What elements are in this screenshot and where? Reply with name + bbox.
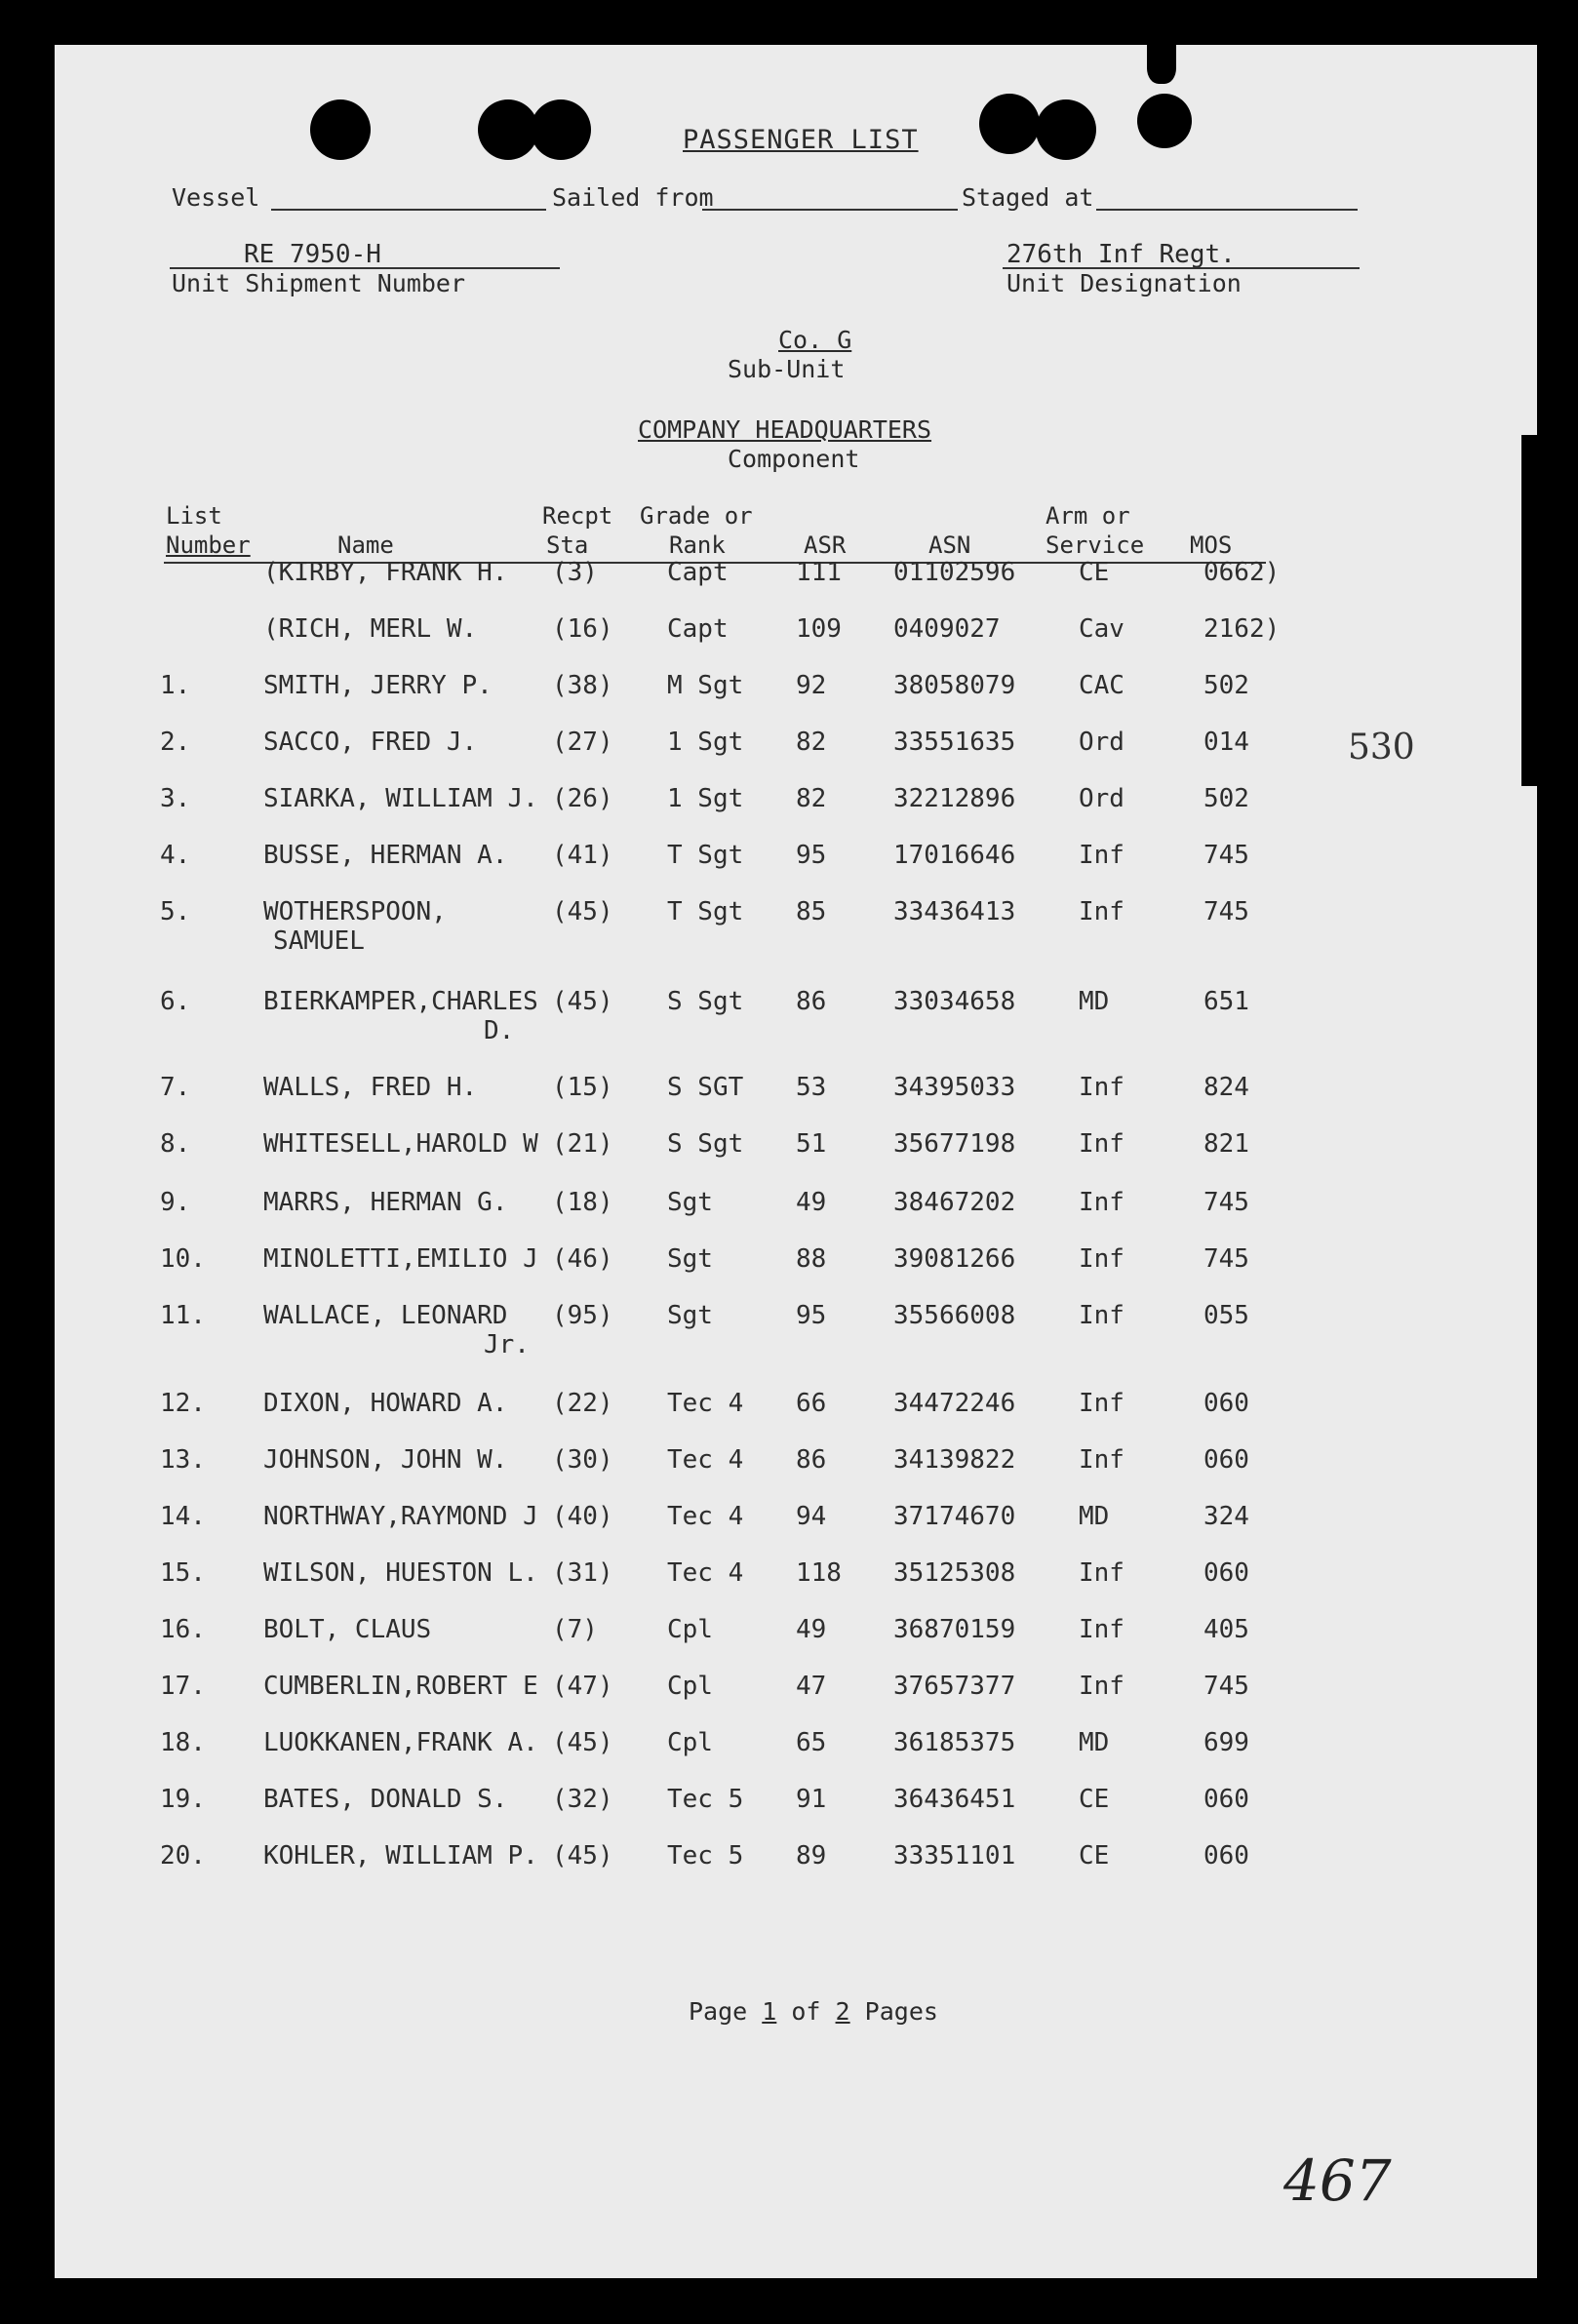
cell-arm: Inf xyxy=(1079,1073,1124,1102)
cell-sta: (45) xyxy=(552,987,613,1016)
cell-name: SACCO, FRED J. xyxy=(263,728,478,757)
document-title: PASSENGER LIST xyxy=(683,125,919,155)
cell-asn: 33436413 xyxy=(893,897,1016,926)
cell-grade: T Sgt xyxy=(667,897,744,926)
cell-asn: 36870159 xyxy=(893,1615,1016,1644)
cell-asn: 36185375 xyxy=(893,1728,1016,1757)
cell-asr: 47 xyxy=(796,1672,827,1701)
col-mos: MOS xyxy=(1190,532,1233,559)
table-row xyxy=(55,1073,1537,1131)
cell-asn: 38467202 xyxy=(893,1188,1016,1217)
cell-name: WALLACE, LEONARD xyxy=(263,1301,508,1330)
table-row xyxy=(55,1672,1537,1730)
document-page xyxy=(55,45,1537,2278)
cell-asn: 34395033 xyxy=(893,1073,1016,1102)
cell-mos: 060 xyxy=(1203,1558,1249,1588)
sailed-from-blank xyxy=(702,209,958,211)
cell-name: BUSSE, HERMAN A. xyxy=(263,841,508,870)
cell-asn: 38058079 xyxy=(893,671,1016,700)
cell-num: 14. xyxy=(160,1502,206,1531)
cell-num: 11. xyxy=(160,1301,206,1330)
cell-name: BIERKAMPER,CHARLES xyxy=(263,987,538,1016)
cell-name: MARRS, HERMAN G. xyxy=(263,1188,508,1217)
cell-arm: Inf xyxy=(1079,1558,1124,1588)
table-row xyxy=(55,1445,1537,1504)
table-row xyxy=(55,1129,1537,1188)
cell-arm: Inf xyxy=(1079,1445,1124,1475)
cell-grade: Cpl xyxy=(667,1615,713,1644)
cell-mos: 745 xyxy=(1203,841,1249,870)
cell-arm: Inf xyxy=(1079,1244,1124,1274)
punch-hole xyxy=(478,99,538,160)
cell-asr: 95 xyxy=(796,841,827,870)
col-list-line2: Number xyxy=(166,532,251,559)
cell-asr: 89 xyxy=(796,1841,827,1871)
cell-mos: 824 xyxy=(1203,1073,1249,1102)
cell-num: 12. xyxy=(160,1389,206,1418)
cell-asr: 91 xyxy=(796,1785,827,1814)
cell-sta: (27) xyxy=(552,728,613,757)
cell-num: 10. xyxy=(160,1244,206,1274)
cell-mos: 060 xyxy=(1203,1445,1249,1475)
cell-name: BOLT, CLAUS xyxy=(263,1615,432,1644)
page-footer xyxy=(689,1997,938,2026)
punch-hole xyxy=(1036,99,1096,160)
cell-num: 20. xyxy=(160,1841,206,1871)
cell-num: 19. xyxy=(160,1785,206,1814)
cell-asn: 17016646 xyxy=(893,841,1016,870)
cell-num: 4. xyxy=(160,841,191,870)
cell-sta: (31) xyxy=(552,1558,613,1588)
cell-asn: 35566008 xyxy=(893,1301,1016,1330)
table-row xyxy=(55,728,1537,786)
cell-asn: 39081266 xyxy=(893,1244,1016,1274)
cell-num: 16. xyxy=(160,1615,206,1644)
cell-asr: 118 xyxy=(796,1558,842,1588)
col-recpt-line2: Sta xyxy=(546,532,589,559)
cell-name: WOTHERSPOON, xyxy=(263,897,447,926)
table-row xyxy=(55,1728,1537,1787)
cell-sta: (45) xyxy=(552,1841,613,1871)
cell-sta: (40) xyxy=(552,1502,613,1531)
torn-corner xyxy=(1147,45,1176,84)
cell-asn: 32212896 xyxy=(893,784,1016,813)
cell-sta: (7) xyxy=(552,1615,598,1644)
cell-mos: 060 xyxy=(1203,1785,1249,1814)
component: COMPANY HEADQUARTERS xyxy=(638,415,932,444)
cell-grade: T Sgt xyxy=(667,841,744,870)
cell-asn: 34139822 xyxy=(893,1445,1016,1475)
cell-mos: 060 xyxy=(1203,1389,1249,1418)
sub-unit-label: Sub-Unit xyxy=(728,355,846,383)
cell-grade: Tec 5 xyxy=(667,1785,744,1814)
col-asr: ASR xyxy=(804,532,847,559)
col-arm-line1: Arm or xyxy=(1045,502,1130,530)
component-label: Component xyxy=(728,445,860,473)
cell-num: 8. xyxy=(160,1129,191,1159)
cell-arm: Inf xyxy=(1079,1389,1124,1418)
cell-grade: Capt xyxy=(667,614,729,644)
cell-grade: Sgt xyxy=(667,1188,713,1217)
cell-asr: 65 xyxy=(796,1728,827,1757)
cell-sta: (30) xyxy=(552,1445,613,1475)
table-row xyxy=(55,1301,1537,1359)
cell-mos: 502 xyxy=(1203,784,1249,813)
cell-name: KOHLER, WILLIAM P. xyxy=(263,1841,538,1871)
cell-grade: Tec 5 xyxy=(667,1841,744,1871)
cell-asn: 01102596 xyxy=(893,558,1016,587)
cell-name-continued: D. xyxy=(484,1016,515,1045)
cell-sta: (41) xyxy=(552,841,613,870)
cell-sta: (16) xyxy=(552,614,613,644)
cell-asr: 82 xyxy=(796,784,827,813)
cell-arm: CE xyxy=(1079,1841,1110,1871)
table-row xyxy=(55,1389,1537,1447)
col-arm-service xyxy=(1045,501,1144,560)
table-row xyxy=(55,897,1537,956)
cell-sta: (15) xyxy=(552,1073,613,1102)
cell-arm: MD xyxy=(1079,987,1110,1016)
punch-hole xyxy=(531,99,591,160)
vessel-label: Vessel xyxy=(172,183,260,212)
cell-arm: CE xyxy=(1079,1785,1110,1814)
cell-grade: Tec 4 xyxy=(667,1502,744,1531)
cell-arm: CAC xyxy=(1079,671,1124,700)
cell-num: 7. xyxy=(160,1073,191,1102)
cell-name: WILSON, HUESTON L. xyxy=(263,1558,538,1588)
vessel-blank xyxy=(271,209,546,211)
col-recpt-sta xyxy=(542,501,612,560)
cell-arm: Inf xyxy=(1079,1129,1124,1159)
cell-sta: (21) xyxy=(552,1129,613,1159)
stamp-number: 530 xyxy=(1348,728,1415,768)
cell-name: NORTHWAY,RAYMOND J xyxy=(263,1502,538,1531)
cell-name: LUOKKANEN,FRANK A. xyxy=(263,1728,538,1757)
cell-sta: (26) xyxy=(552,784,613,813)
cell-asr: 51 xyxy=(796,1129,827,1159)
cell-grade: Sgt xyxy=(667,1244,713,1274)
cell-asr: 88 xyxy=(796,1244,827,1274)
cell-arm: MD xyxy=(1079,1728,1110,1757)
cell-name: SMITH, JERRY P. xyxy=(263,671,493,700)
cell-asr: 111 xyxy=(796,558,842,587)
cell-sta: (45) xyxy=(552,897,613,926)
table-row xyxy=(55,784,1537,843)
cell-sta: (3) xyxy=(552,558,598,587)
unit-designation-label: Unit Designation xyxy=(1006,269,1242,297)
table-row xyxy=(55,614,1537,673)
cell-grade: Tec 4 xyxy=(667,1389,744,1418)
cell-grade: Sgt xyxy=(667,1301,713,1330)
cell-name: BATES, DONALD S. xyxy=(263,1785,508,1814)
cell-sta: (47) xyxy=(552,1672,613,1701)
cell-mos: 055 xyxy=(1203,1301,1249,1330)
table-row xyxy=(55,671,1537,729)
cell-num: 13. xyxy=(160,1445,206,1475)
footer-page: 1 xyxy=(762,1997,777,2026)
sailed-from-label: Sailed from xyxy=(552,183,714,212)
cell-mos: 405 xyxy=(1203,1615,1249,1644)
col-recpt-line1: Recpt xyxy=(542,502,613,530)
cell-name: MINOLETTI,EMILIO J xyxy=(263,1244,538,1274)
staged-at-blank xyxy=(1096,209,1358,211)
cell-num: 15. xyxy=(160,1558,206,1588)
col-name: Name xyxy=(337,532,394,559)
table-row xyxy=(55,1502,1537,1560)
cell-mos: 0662) xyxy=(1203,558,1281,587)
cell-grade: 1 Sgt xyxy=(667,728,744,757)
cell-arm: CE xyxy=(1079,558,1110,587)
table-row xyxy=(55,841,1537,899)
cell-num: 18. xyxy=(160,1728,206,1757)
cell-num: 5. xyxy=(160,897,191,926)
cell-mos: 324 xyxy=(1203,1502,1249,1531)
cell-name: SIARKA, WILLIAM J. xyxy=(263,784,538,813)
punch-hole xyxy=(310,99,371,160)
cell-num: 17. xyxy=(160,1672,206,1701)
cell-name: (RICH, MERL W. xyxy=(263,614,478,644)
cell-sta: (45) xyxy=(552,1728,613,1757)
cell-arm: Inf xyxy=(1079,1672,1124,1701)
table-row xyxy=(55,1558,1537,1617)
cell-asr: 109 xyxy=(796,614,842,644)
table-row xyxy=(55,987,1537,1045)
cell-grade: S SGT xyxy=(667,1073,744,1102)
shipment-number-label: Unit Shipment Number xyxy=(172,269,466,297)
cell-arm: Inf xyxy=(1079,1615,1124,1644)
cell-mos: 699 xyxy=(1203,1728,1249,1757)
table-row xyxy=(55,1785,1537,1843)
cell-grade: Cpl xyxy=(667,1672,713,1701)
cell-sta: (38) xyxy=(552,671,613,700)
footer-prefix: Page xyxy=(689,1997,763,2026)
cell-asr: 86 xyxy=(796,987,827,1016)
table-row xyxy=(55,1841,1537,1900)
cell-arm: Inf xyxy=(1079,1188,1124,1217)
cell-mos: 502 xyxy=(1203,671,1249,700)
cell-num: 3. xyxy=(160,784,191,813)
cell-num: 9. xyxy=(160,1188,191,1217)
cell-arm: MD xyxy=(1079,1502,1110,1531)
cell-mos: 745 xyxy=(1203,1188,1249,1217)
col-grade-rank xyxy=(640,501,753,560)
cell-grade: Cpl xyxy=(667,1728,713,1757)
cell-grade: 1 Sgt xyxy=(667,784,744,813)
cell-name: CUMBERLIN,ROBERT E xyxy=(263,1672,538,1701)
cell-grade: S Sgt xyxy=(667,1129,744,1159)
col-grade-line2: Rank xyxy=(669,532,726,559)
cell-asn: 35125308 xyxy=(893,1558,1016,1588)
cell-grade: Capt xyxy=(667,558,729,587)
handwritten-number: 467 xyxy=(1283,2147,1392,2214)
cell-asr: 85 xyxy=(796,897,827,926)
cell-mos: 060 xyxy=(1203,1841,1249,1871)
table-row xyxy=(55,1615,1537,1674)
cell-mos: 745 xyxy=(1203,1672,1249,1701)
cell-grade: Tec 4 xyxy=(667,1445,744,1475)
cell-asn: 33551635 xyxy=(893,728,1016,757)
cell-sta: (22) xyxy=(552,1389,613,1418)
footer-total: 2 xyxy=(835,1997,850,2026)
cell-name: JOHNSON, JOHN W. xyxy=(263,1445,508,1475)
cell-name: WHITESELL,HAROLD W xyxy=(263,1129,538,1159)
punch-hole xyxy=(1137,94,1192,148)
cell-asr: 95 xyxy=(796,1301,827,1330)
cell-asr: 94 xyxy=(796,1502,827,1531)
cell-sta: (18) xyxy=(552,1188,613,1217)
cell-asn: 34472246 xyxy=(893,1389,1016,1418)
cell-asn: 36436451 xyxy=(893,1785,1016,1814)
cell-asn: 37174670 xyxy=(893,1502,1016,1531)
footer-suffix: Pages xyxy=(849,1997,938,2026)
cell-mos: 014 xyxy=(1203,728,1249,757)
staged-at-label: Staged at xyxy=(962,183,1094,212)
cell-grade: M Sgt xyxy=(667,671,744,700)
cell-name: DIXON, HOWARD A. xyxy=(263,1389,508,1418)
cell-asr: 86 xyxy=(796,1445,827,1475)
col-list-number xyxy=(166,501,251,560)
cell-sta: (32) xyxy=(552,1785,613,1814)
cell-mos: 745 xyxy=(1203,1244,1249,1274)
cell-num: 2. xyxy=(160,728,191,757)
cell-name: WALLS, FRED H. xyxy=(263,1073,478,1102)
cell-asr: 92 xyxy=(796,671,827,700)
cell-grade: Tec 4 xyxy=(667,1558,744,1588)
cell-asr: 49 xyxy=(796,1615,827,1644)
cell-asn: 33351101 xyxy=(893,1841,1016,1871)
cell-asr: 53 xyxy=(796,1073,827,1102)
cell-asr: 82 xyxy=(796,728,827,757)
cell-arm: Ord xyxy=(1079,784,1124,813)
sub-unit: Co. G xyxy=(778,326,852,354)
cell-arm: Cav xyxy=(1079,614,1124,644)
col-grade-line1: Grade or xyxy=(640,502,753,530)
punch-hole xyxy=(979,94,1040,154)
cell-mos: 2162) xyxy=(1203,614,1281,644)
unit-designation: 276th Inf Regt. xyxy=(1006,240,1236,269)
cell-arm: Ord xyxy=(1079,728,1124,757)
cell-name: (KIRBY, FRANK H. xyxy=(263,558,508,587)
cell-asn: 35677198 xyxy=(893,1129,1016,1159)
col-list-line1: List xyxy=(166,502,222,530)
cell-asn: 37657377 xyxy=(893,1672,1016,1701)
cell-arm: Inf xyxy=(1079,1301,1124,1330)
col-asn: ASN xyxy=(928,532,971,559)
cell-name-continued: SAMUEL xyxy=(273,926,365,956)
table-row xyxy=(55,1188,1537,1246)
cell-name-continued: Jr. xyxy=(484,1330,530,1359)
cell-mos: 745 xyxy=(1203,897,1249,926)
cell-asr: 49 xyxy=(796,1188,827,1217)
footer-middle: of xyxy=(776,1997,836,2026)
cell-sta: (46) xyxy=(552,1244,613,1274)
col-arm-line2: Service xyxy=(1045,532,1145,559)
cell-arm: Inf xyxy=(1079,841,1124,870)
cell-asr: 66 xyxy=(796,1389,827,1418)
shipment-number: RE 7950-H xyxy=(244,240,381,269)
cell-arm: Inf xyxy=(1079,897,1124,926)
cell-mos: 651 xyxy=(1203,987,1249,1016)
table-row xyxy=(55,1244,1537,1303)
table-row xyxy=(55,558,1537,616)
cell-num: 1. xyxy=(160,671,191,700)
cell-num: 6. xyxy=(160,987,191,1016)
cell-asn: 33034658 xyxy=(893,987,1016,1016)
cell-grade: S Sgt xyxy=(667,987,744,1016)
cell-mos: 821 xyxy=(1203,1129,1249,1159)
cell-asn: 0409027 xyxy=(893,614,1001,644)
cell-sta: (95) xyxy=(552,1301,613,1330)
